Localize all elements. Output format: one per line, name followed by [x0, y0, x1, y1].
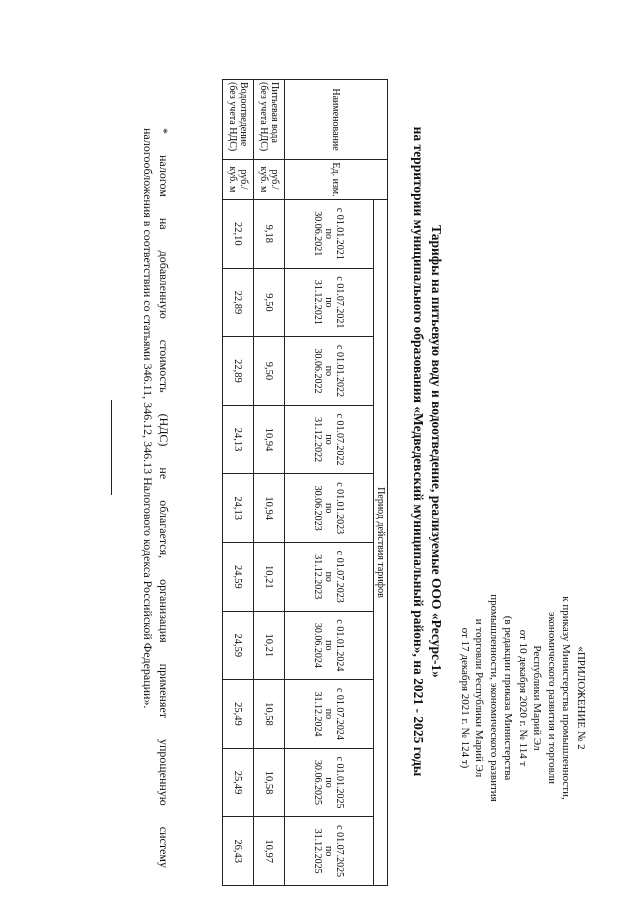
row-name-line: Водоотведение: [238, 82, 250, 147]
appendix-line: от 10 декабря 2020 г. № 114 т: [517, 629, 529, 767]
period-cell: [285, 611, 374, 680]
period-mid: по: [323, 845, 335, 857]
document-title: [409, 0, 445, 903]
period-cell: [285, 680, 374, 749]
row-name-cell: [223, 80, 254, 160]
appendix-line: и торговли Республики Марий Эл: [473, 618, 486, 778]
period-to: 30.06.2022: [312, 348, 324, 394]
period-from: с 01.01.2025: [334, 756, 346, 809]
tariff-value-cell: 25,49: [223, 748, 254, 817]
tariff-value-cell: 24,59: [223, 611, 254, 680]
row-unit-line: куб. м: [227, 166, 238, 193]
row-name-cell: [254, 80, 285, 160]
period-to: 31.12.2023: [312, 554, 324, 600]
period-cell: [285, 748, 374, 817]
footnote: [140, 128, 172, 868]
tariff-value-cell: 10,97: [254, 817, 285, 886]
period-from: с 01.01.2024: [334, 619, 346, 672]
tariff-value-cell: 25,49: [223, 680, 254, 749]
footnote-line-1: * налогом на добавленную стоимость (НДС) не облагается, организация применяет упрощенную систему: [157, 128, 171, 868]
period-to: 30.06.2024: [312, 622, 324, 668]
row-name-line: (без учета НДС): [227, 82, 238, 152]
footnote-line-2: налогообложения в соответствии со статьями 346.11, 346.12, 346.13 Налогового кодекса Российской Федерации».: [141, 128, 155, 709]
tariff-value-cell: 10,21: [254, 611, 285, 680]
row-unit-cell: [223, 160, 254, 200]
appendix-line: экономического развития и торговли: [546, 611, 558, 785]
period-to: 31.12.2024: [312, 691, 324, 737]
row-unit-line: руб./: [238, 169, 249, 190]
tariff-value-cell: 24,13: [223, 405, 254, 474]
row-unit-cell: [254, 160, 285, 200]
period-to: 30.06.2021: [312, 211, 324, 257]
period-cell: [285, 268, 374, 337]
row-name-line: (без учета НДС): [258, 82, 269, 152]
period-from: с 01.01.2022: [334, 345, 346, 397]
row-unit-line: куб. м: [258, 166, 269, 193]
tariff-value-cell: 22,89: [223, 337, 254, 406]
period-to: 31.12.2021: [312, 279, 324, 325]
period-mid: по: [323, 640, 335, 651]
appendix-line: Республики Марий Эл: [531, 645, 544, 751]
title-line-1: Тарифы на питьевую воду и водоотведение, реализуемые ООО «Ресурс-1»: [429, 225, 444, 678]
period-from: с 01.07.2022: [334, 413, 346, 466]
period-cell: [285, 542, 374, 611]
tariff-value-cell: 26,43: [223, 817, 254, 886]
tariff-value-cell: 10,21: [254, 542, 285, 611]
period-cell: [285, 337, 374, 406]
tariff-value-cell: 22,89: [223, 268, 254, 337]
period-to: 30.06.2023: [312, 485, 324, 531]
period-to: 30.06.2025: [312, 760, 324, 806]
appendix-line: от 17 декабря 2021 г. № 124 т): [459, 627, 471, 769]
period-to: 31.12.2025: [312, 828, 324, 874]
tariff-value-cell: 10,58: [254, 680, 285, 749]
tariff-value-cell: 24,59: [223, 542, 254, 611]
table-row: [254, 80, 285, 886]
appendix-line: «ПРИЛОЖЕНИЕ № 2: [575, 646, 587, 750]
period-from: с 01.07.2023: [334, 550, 346, 603]
tariff-table: [222, 79, 388, 886]
appendix-block: [458, 553, 589, 843]
period-mid: по: [323, 777, 335, 788]
period-mid: по: [323, 502, 335, 514]
period-cell: [285, 405, 374, 474]
tariff-value-cell: 9,50: [254, 268, 285, 337]
period-mid: по: [323, 571, 335, 582]
tariff-value-cell: 24,13: [223, 474, 254, 543]
closing-divider: [111, 400, 112, 495]
period-cell: [285, 474, 374, 543]
period-mid: по: [323, 228, 335, 239]
period-mid: по: [323, 708, 335, 720]
row-unit-line: руб./: [269, 169, 280, 190]
period-from: с 01.07.2021: [334, 276, 346, 329]
tariff-value-cell: 10,94: [254, 474, 285, 543]
period-to: 31.12.2022: [312, 417, 324, 463]
title-line-2: на территории муниципального образования «Медведевский муниципальный район», на 2021 - 2025 годы: [411, 126, 426, 777]
table-row: [223, 80, 254, 886]
period-from: с 01.07.2024: [334, 687, 346, 740]
tariff-value-cell: 10,94: [254, 405, 285, 474]
tariff-value-cell: 9,18: [254, 200, 285, 269]
tariff-value-cell: 9,50: [254, 337, 285, 406]
period-from: с 01.01.2021: [334, 207, 346, 260]
period-cell: [285, 817, 374, 886]
appendix-line: промышленности, экономического развития: [488, 594, 500, 802]
period-cell: [285, 200, 374, 269]
period-from: с 01.01.2023: [334, 482, 346, 535]
period-from: с 01.07.2025: [334, 825, 346, 878]
appendix-line: к приказу Министерства промышленности,: [560, 596, 573, 800]
tariff-value-cell: 10,58: [254, 748, 285, 817]
tariff-value-cell: 22,10: [223, 200, 254, 269]
header-period-cell: Период действия тарифов: [374, 200, 388, 886]
period-mid: по: [323, 297, 335, 308]
header-name-cell: Наименование: [285, 80, 388, 160]
period-mid: по: [323, 365, 335, 377]
appendix-line: (в редакции приказа Министерства: [502, 615, 515, 781]
period-mid: по: [323, 434, 335, 445]
header-unit-cell: Ед. изм.: [285, 160, 388, 200]
row-name-line: Питьевая вода: [269, 82, 281, 143]
